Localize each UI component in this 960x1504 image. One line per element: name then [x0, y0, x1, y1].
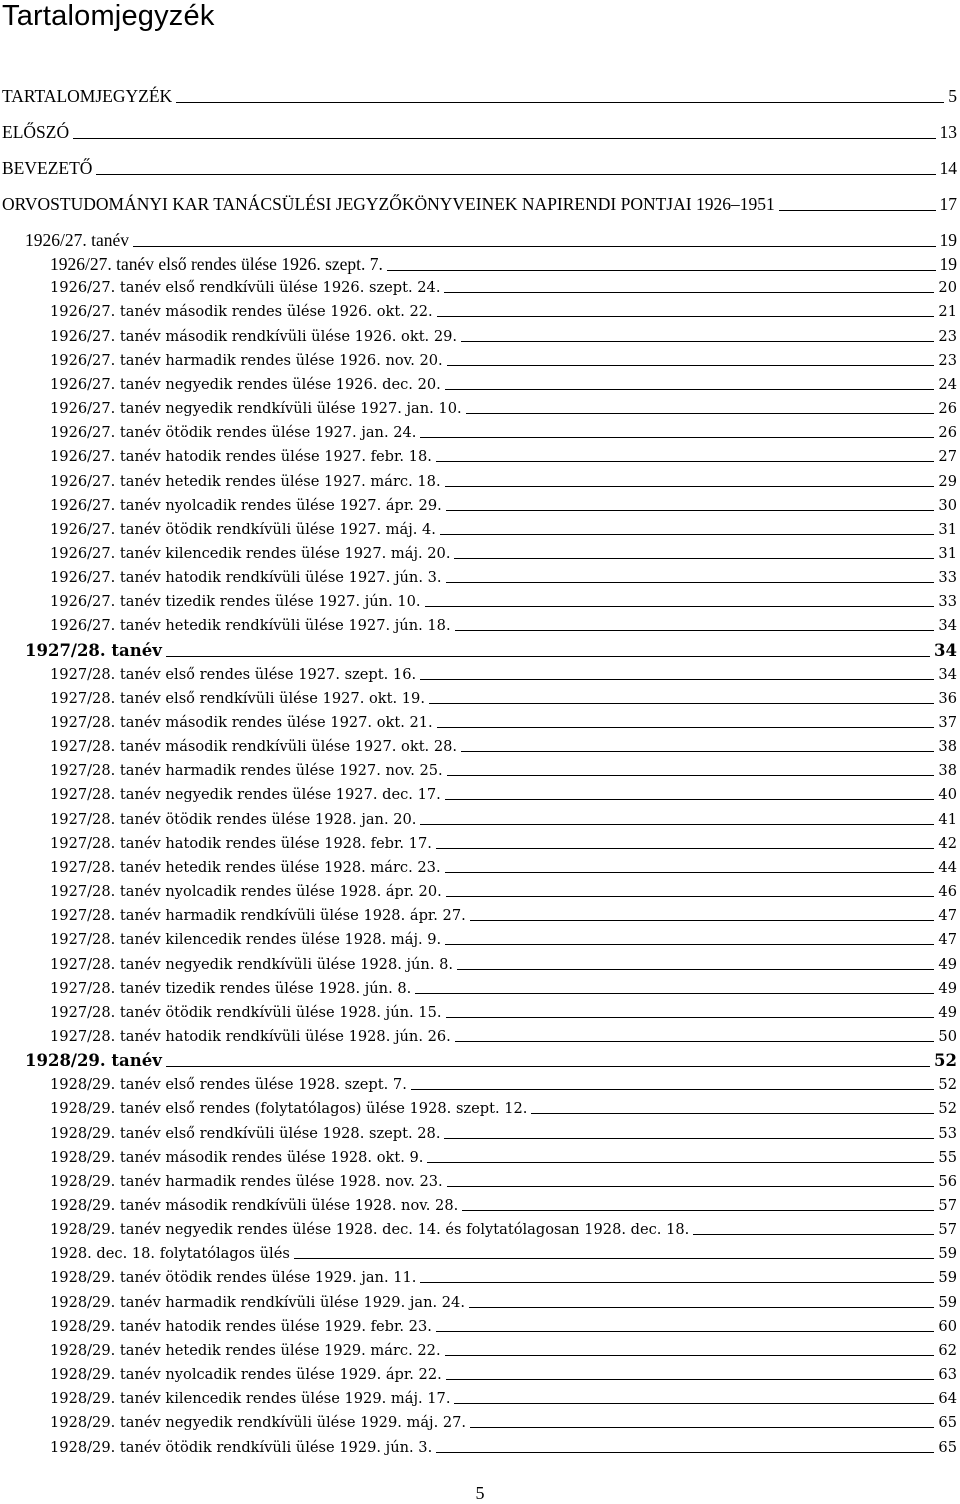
toc-entry-chapter[interactable]: [2, 81, 957, 111]
toc-entry-page: 52: [938, 1076, 957, 1094]
toc-entry-title: 1927/28. tanév első rendkívüli ülése 1927. okt. 19.: [50, 689, 425, 707]
toc-entry-title: 1927/28. tanév harmadik rendkívüli ülése 1928. ápr. 27.: [50, 907, 466, 925]
toc-entry-title: 1927/28. tanév ötödik rendkívüli ülése 1928. jún. 15.: [50, 1003, 442, 1021]
toc-entry-page: 65: [938, 1438, 957, 1456]
toc-entry-title: 1927/28. tanév negyedik rendkívüli ülése 1928. jún. 8.: [50, 955, 454, 973]
toc-leader-line: [436, 1331, 935, 1332]
toc-entry-title: 1926/27. tanév hatodik rendes ülése 1927. febr. 18.: [50, 448, 432, 466]
toc-entry-session[interactable]: [50, 1025, 957, 1049]
toc-entry-session[interactable]: [50, 1242, 957, 1266]
toc-leader-line: [429, 703, 934, 704]
toc-entry-page: 37: [938, 714, 957, 731]
toc-entry-title: 1927/28. tanév negyedik rendes ülése 1927. dec. 17.: [50, 786, 441, 804]
toc-entry-page: 24: [938, 375, 957, 393]
toc-entry-title: 1928/29. tanév ötödik rendkívüli ülése 1929. jún. 3.: [50, 1438, 433, 1456]
toc-entry-page: 57: [938, 1197, 957, 1214]
toc-entry-page: 53: [938, 1124, 957, 1142]
toc-entry-page: 19: [939, 230, 957, 250]
toc-entry-session[interactable]: [50, 1146, 957, 1170]
toc-leader-line: [437, 316, 935, 317]
toc-leader-line: [445, 389, 935, 390]
toc-entry-page: 50: [938, 1027, 957, 1045]
toc-entry-page: 55: [938, 1148, 957, 1166]
toc-entry-session[interactable]: [50, 1097, 957, 1121]
toc-entry-page: 14: [939, 158, 957, 178]
toc-leader-line: [420, 1282, 934, 1283]
toc-entry-title: 1926/27. tanév: [25, 230, 130, 250]
toc-leader-line: [420, 824, 934, 825]
toc-entry-page: 33: [938, 593, 957, 611]
toc-entry-page: 38: [938, 738, 957, 756]
toc-entry-page: 27: [938, 448, 957, 466]
toc-entry-page: 26: [938, 424, 957, 442]
toc-entry-session[interactable]: [50, 300, 957, 324]
toc-entry-title: 1926/27. tanév kilencedik rendes ülése 1927. máj. 20.: [50, 544, 451, 562]
toc-entry-title: 1927/28. tanév kilencedik rendes ülése 1928. máj. 9.: [50, 931, 442, 949]
toc-entry-chapter[interactable]: [2, 189, 957, 219]
toc-leader-line: [445, 944, 934, 945]
toc-entry-title: 1928/29. tanév hatodik rendes ülése 1929. febr. 23.: [50, 1317, 432, 1335]
toc-leader-line: [445, 1355, 935, 1356]
toc-entry-title: 1926/27. tanév első rendkívüli ülése 1926. szept. 24.: [50, 279, 441, 297]
toc-leader-line: [440, 534, 934, 535]
toc-entry-session[interactable]: [50, 421, 957, 445]
toc-leader-line: [436, 1452, 934, 1453]
toc-leader-line: [445, 872, 935, 873]
toc-leader-line: [176, 102, 944, 103]
toc-entry-title: 1927/28. tanév hetedik rendes ülése 1928. márc. 23.: [50, 858, 441, 876]
toc-entry-year[interactable]: [25, 228, 957, 252]
toc-entry-session[interactable]: [50, 518, 957, 542]
toc-entry-session[interactable]: [50, 1122, 957, 1146]
toc-entry-page: 36: [938, 689, 957, 707]
toc-leader-line: [454, 558, 934, 559]
toc-entry-title: 1926/27. tanév hetedik rendkívüli ülése 1927. jún. 18.: [50, 617, 451, 635]
toc-entry-session[interactable]: [50, 1170, 957, 1194]
toc-entry-title: 1927/28. tanév: [25, 640, 162, 660]
toc-entry-page: 49: [938, 1003, 957, 1021]
toc-entry-page: 47: [938, 907, 957, 925]
toc-entry-title: 1928/29. tanév első rendes ülése 1928. szept. 7.: [50, 1076, 407, 1094]
toc-entry-title: 1926/27. tanév ötödik rendes ülése 1927. jan. 24.: [50, 424, 417, 442]
toc-leader-line: [437, 727, 935, 728]
toc-entry-session[interactable]: [50, 711, 957, 735]
toc-entry-session[interactable]: [50, 614, 957, 638]
toc-leader-line: [96, 174, 935, 175]
toc-entry-title: 1928/29. tanév: [25, 1051, 162, 1071]
toc-entry-session[interactable]: [50, 904, 957, 928]
toc-leader-line: [455, 1041, 935, 1042]
toc-entry-session[interactable]: [50, 252, 957, 276]
toc-entry-title: 1927/28. tanév ötödik rendes ülése 1928. jan. 20.: [50, 810, 417, 828]
toc-entry-page: 44: [938, 858, 957, 876]
toc-entry-session[interactable]: [50, 276, 957, 300]
toc-leader-line: [446, 1379, 935, 1380]
toc-entry-title: 1927/28. tanév hatodik rendkívüli ülése 1928. jún. 26.: [50, 1027, 451, 1045]
toc-entry-page: 46: [938, 883, 957, 901]
toc-entry-title: TARTALOMJEGYZÉK: [2, 86, 173, 106]
toc-entry-session[interactable]: [50, 953, 957, 977]
toc-entry-title: 1928/29. tanév harmadik rendkívüli ülése 1929. jan. 24.: [50, 1293, 465, 1311]
toc-entry-title: 1928/29. tanév hetedik rendes ülése 1929. márc. 22.: [50, 1341, 441, 1359]
toc-entry-session[interactable]: [50, 759, 957, 783]
toc-leader-line: [455, 630, 935, 631]
toc-entry-page: 29: [938, 472, 957, 490]
toc-entry-session[interactable]: [50, 1411, 957, 1435]
toc-entry-page: 42: [938, 834, 957, 852]
toc-entry-session[interactable]: [50, 470, 957, 494]
toc-leader-line: [693, 1234, 934, 1235]
toc-entry-title: 1926/27. tanév második rendes ülése 1926. okt. 22.: [50, 303, 433, 321]
toc-leader-line: [133, 246, 935, 247]
toc-entry-session[interactable]: [50, 590, 957, 614]
toc-leader-line: [531, 1113, 934, 1114]
page-number: 5: [475, 1483, 485, 1503]
toc-entry-page: 23: [938, 327, 957, 345]
toc-entry-title: 1927/28. tanév második rendkívüli ülése 1927. okt. 28.: [50, 738, 458, 756]
toc-entry-session[interactable]: [50, 1291, 957, 1315]
toc-entry-title: 1927/28. tanév első rendes ülése 1927. szept. 16.: [50, 665, 417, 683]
toc-entry-title: 1928/29. tanév kilencedik rendes ülése 1929. máj. 17.: [50, 1390, 451, 1408]
toc-leader-line: [779, 210, 936, 211]
toc-leader-line: [166, 656, 930, 657]
toc-entry-session[interactable]: [50, 494, 957, 518]
toc-entry-session[interactable]: [50, 1266, 957, 1290]
toc-entry-title: 1926/27. tanév negyedik rendes ülése 1926. dec. 20.: [50, 375, 441, 393]
toc-entry-title: 1928/29. tanév negyedik rendes ülése 1928. dec. 14. és folytatólagosan 1928. dec. 18.: [50, 1221, 690, 1239]
toc-leader-line: [166, 1066, 930, 1067]
toc-entry-session[interactable]: [50, 1387, 957, 1411]
toc-entry-title: 1926/27. tanév első rendes ülése 1926. szept. 7.: [50, 254, 383, 275]
toc-entry-session[interactable]: [50, 542, 957, 566]
toc-leader-line: [454, 1403, 934, 1404]
toc-entry-page: 63: [938, 1366, 957, 1384]
toc-entry-page: 30: [938, 496, 957, 514]
toc-leader-line: [420, 679, 934, 680]
toc-entry-session[interactable]: [50, 663, 957, 687]
toc-entry-session[interactable]: [50, 325, 957, 349]
toc-entry-page: 26: [938, 400, 957, 418]
toc-entry-page: 59: [938, 1245, 957, 1263]
toc-entry-page: 49: [938, 979, 957, 997]
toc-entry-title: 1928. dec. 18. folytatólagos ülés: [50, 1245, 290, 1263]
toc-entry-title: 1926/27. tanév hatodik rendkívüli ülése 1927. jún. 3.: [50, 569, 442, 587]
toc-entry-session[interactable]: [50, 928, 957, 952]
toc-entry-page: 64: [938, 1390, 957, 1408]
toc-entry-title: 1928/29. tanév ötödik rendes ülése 1929. jan. 11.: [50, 1269, 417, 1287]
toc-entry-session[interactable]: [50, 566, 957, 590]
toc-entry-page: 33: [938, 569, 957, 587]
toc-leader-line: [447, 1186, 935, 1187]
toc-entry-page: 52: [934, 1051, 957, 1071]
toc-leader-line: [444, 1138, 934, 1139]
toc-leader-line: [445, 799, 935, 800]
toc-entry-title: 1928/29. tanév nyolcadik rendes ülése 1929. ápr. 22.: [50, 1366, 442, 1384]
toc-leader-line: [446, 510, 935, 511]
toc-entry-page: 52: [938, 1100, 957, 1118]
toc-leader-line: [447, 775, 935, 776]
toc-entry-session[interactable]: [50, 349, 957, 373]
toc-leader-line: [457, 969, 934, 970]
toc-leader-line: [425, 606, 935, 607]
toc-entry-session[interactable]: [50, 1436, 957, 1460]
toc-entry-session[interactable]: [50, 977, 957, 1001]
toc-entry-title: 1927/28. tanév második rendes ülése 1927. okt. 21.: [50, 714, 433, 731]
toc-entry-page: 34: [934, 640, 957, 660]
toc-entry-chapter[interactable]: [2, 153, 957, 183]
toc-leader-line: [470, 920, 935, 921]
toc-entry-session[interactable]: [50, 1194, 957, 1218]
toc-entry-page: 41: [938, 810, 957, 828]
page-title: Tartalomjegyzék: [2, 0, 215, 32]
toc-leader-line: [436, 461, 935, 462]
toc-entry-title: 1928/29. tanév első rendes (folytatólagos) ülése 1928. szept. 12.: [50, 1100, 528, 1118]
toc-leader-line: [461, 751, 934, 752]
toc-leader-line: [446, 582, 935, 583]
toc-entry-session[interactable]: [50, 1218, 957, 1242]
toc-entry-title: 1926/27. tanév második rendkívüli ülése 1926. okt. 29.: [50, 327, 458, 345]
toc-leader-line: [446, 896, 935, 897]
toc-entry-title: 1928/29. tanév második rendkívüli ülése 1928. nov. 28.: [50, 1197, 459, 1214]
toc-entry-session[interactable]: [50, 373, 957, 397]
toc-entry-page: 49: [938, 955, 957, 973]
toc-entry-session[interactable]: [50, 1363, 957, 1387]
toc-entry-page: 34: [938, 665, 957, 683]
toc-leader-line: [420, 437, 934, 438]
toc-entry-title: BEVEZETŐ: [2, 158, 93, 178]
toc-entry-page: 34: [938, 617, 957, 635]
toc-entry-page: 56: [938, 1172, 957, 1190]
toc-entry-session[interactable]: [50, 832, 957, 856]
toc-entry-title: ELŐSZÓ: [2, 122, 70, 142]
toc-entry-title: ORVOSTUDOMÁNYI KAR TANÁCSÜLÉSI JEGYZŐKÖNYVEINEK NAPIRENDI PONTJAI 1926–1951: [2, 194, 775, 214]
toc-entry-title: 1926/27. tanév harmadik rendes ülése 1926. nov. 20.: [50, 351, 443, 369]
toc-leader-line: [447, 365, 935, 366]
toc-entry-year[interactable]: [25, 639, 957, 663]
toc-entry-title: 1926/27. tanév negyedik rendkívüli ülése 1927. jan. 10.: [50, 400, 462, 418]
toc-entry-session[interactable]: [50, 735, 957, 759]
toc-entry-page: 40: [938, 786, 957, 804]
toc-leader-line: [436, 848, 935, 849]
toc-leader-line: [446, 1017, 935, 1018]
toc-entry-session[interactable]: [50, 880, 957, 904]
toc-entry-page: 5: [948, 86, 957, 106]
toc-entry-chapter[interactable]: [2, 117, 957, 147]
toc-entry-session[interactable]: [50, 783, 957, 807]
toc-entry-session[interactable]: [50, 1001, 957, 1025]
toc-entry-page: 13: [939, 122, 957, 142]
toc-entry-session[interactable]: [50, 1339, 957, 1363]
toc-entry-page: 23: [938, 351, 957, 369]
toc-entry-session[interactable]: [50, 808, 957, 832]
toc-leader-line: [469, 1307, 934, 1308]
toc-leader-line: [445, 486, 935, 487]
toc-leader-line: [411, 1089, 935, 1090]
toc-entry-page: 38: [938, 762, 957, 780]
toc-entry-session[interactable]: [50, 1073, 957, 1097]
toc-leader-line: [73, 138, 935, 139]
toc-entry-page: 31: [938, 520, 957, 538]
toc-entry-page: 62: [938, 1341, 957, 1359]
toc-leader-line: [466, 413, 935, 414]
toc-entry-title: 1927/28. tanév harmadik rendes ülése 1927. nov. 25.: [50, 762, 443, 780]
toc-entry-title: 1926/27. tanév nyolcadik rendes ülése 1927. ápr. 29.: [50, 496, 442, 514]
toc-entry-title: 1928/29. tanév negyedik rendkívüli ülése 1929. máj. 27.: [50, 1414, 467, 1432]
toc-entry-title: 1928/29. tanév harmadik rendes ülése 1928. nov. 23.: [50, 1172, 443, 1190]
toc-entry-title: 1926/27. tanév tizedik rendes ülése 1927. jún. 10.: [50, 593, 421, 611]
toc-entry-page: 60: [938, 1317, 957, 1335]
toc-entry-title: 1928/29. tanév első rendkívüli ülése 1928. szept. 28.: [50, 1124, 441, 1142]
toc-entry-title: 1928/29. tanév második rendes ülése 1928. okt. 9.: [50, 1148, 424, 1166]
toc-entry-session[interactable]: [50, 1315, 957, 1339]
toc-entry-title: 1926/27. tanév hetedik rendes ülése 1927. márc. 18.: [50, 472, 441, 490]
toc-entry-session[interactable]: [50, 856, 957, 880]
toc-entry-page: 47: [938, 931, 957, 949]
toc-entry-title: 1927/28. tanév tizedik rendes ülése 1928. jún. 8.: [50, 979, 412, 997]
toc-leader-line: [427, 1162, 934, 1163]
toc-entry-page: 57: [938, 1221, 957, 1239]
toc-entry-year[interactable]: [25, 1049, 957, 1073]
toc-leader-line: [387, 270, 936, 271]
toc-leader-line: [294, 1258, 935, 1259]
toc-entry-page: 19: [939, 254, 957, 275]
toc-entry-title: 1927/28. tanév nyolcadik rendes ülése 1928. ápr. 20.: [50, 883, 442, 901]
toc-leader-line: [415, 993, 934, 994]
toc-entry-page: 21: [938, 303, 957, 321]
toc-entry-title: 1926/27. tanév ötödik rendkívüli ülése 1927. máj. 4.: [50, 520, 436, 538]
toc-leader-line: [461, 341, 934, 342]
toc-entry-page: 31: [938, 544, 957, 562]
toc-entry-page: 65: [938, 1414, 957, 1432]
toc-leader-line: [470, 1427, 934, 1428]
toc-entry-page: 20: [938, 279, 957, 297]
toc-entry-session[interactable]: [50, 397, 957, 421]
toc-entry-page: 59: [938, 1269, 957, 1287]
toc-entry-page: 59: [938, 1293, 957, 1311]
toc-entry-page: 17: [939, 194, 957, 214]
toc-leader-line: [462, 1210, 934, 1211]
toc-entry-session[interactable]: [50, 687, 957, 711]
toc-entry-session[interactable]: [50, 445, 957, 469]
toc-leader-line: [444, 292, 934, 293]
toc-entry-title: 1927/28. tanév hatodik rendes ülése 1928. febr. 17.: [50, 834, 432, 852]
